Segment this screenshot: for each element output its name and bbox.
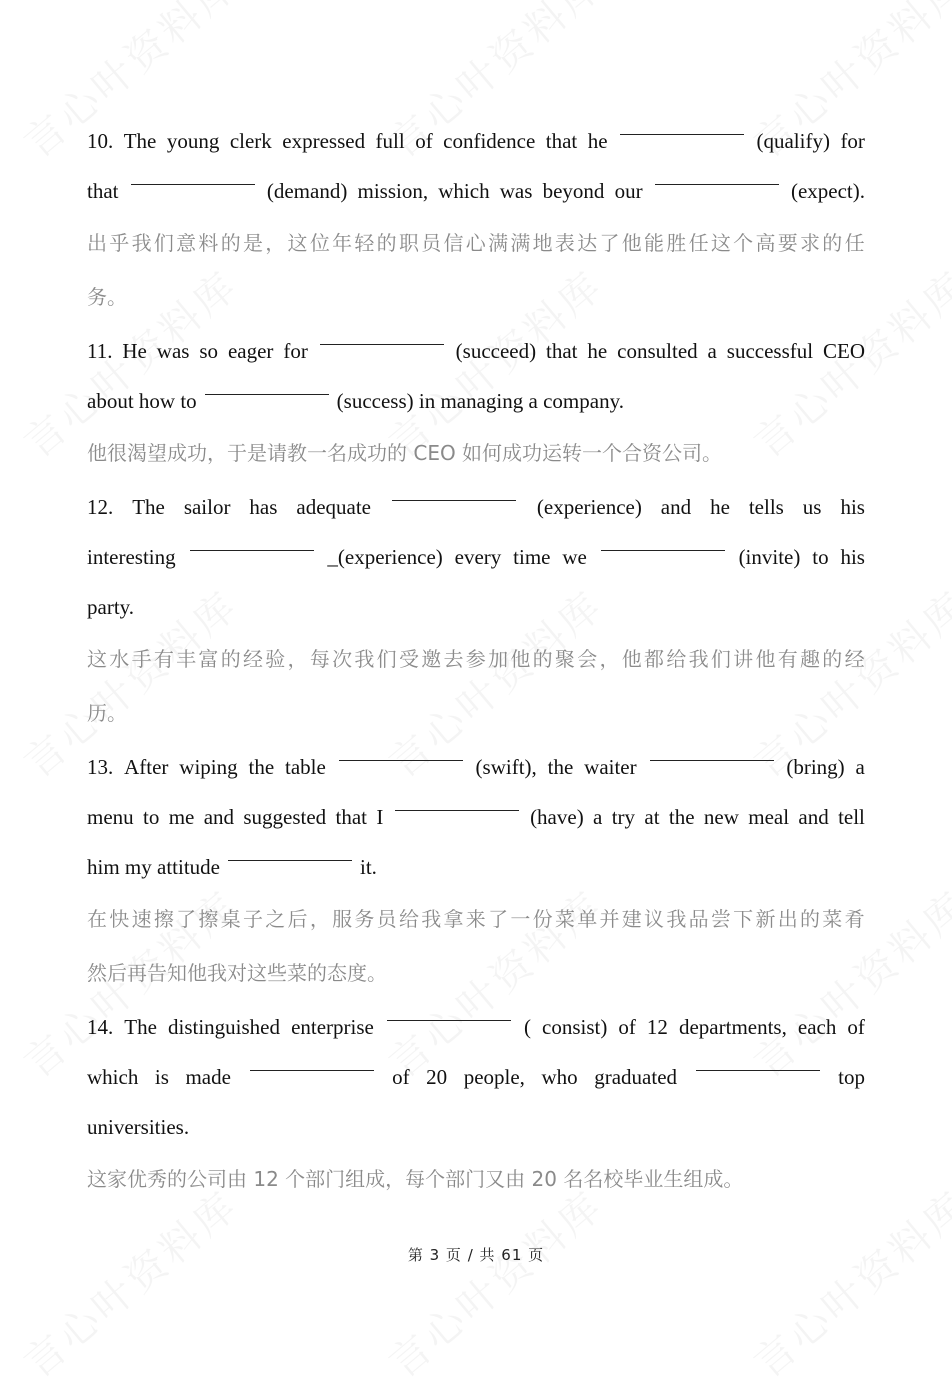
translation-text: 这家优秀的公司由 12 个部门组成，每个部门又由 20 名名校毕业生组成。 — [87, 1167, 744, 1191]
question-word: I — [376, 805, 384, 829]
question-word: 11. — [87, 339, 113, 363]
question-word: menu — [87, 805, 134, 829]
question-word: consulted — [617, 339, 698, 363]
question-word: interesting — [87, 545, 176, 569]
question-word: consist) — [542, 1015, 608, 1039]
question-word: me — [168, 805, 195, 829]
question-line — [87, 1002, 865, 1052]
question-word: (qualify) — [756, 129, 830, 153]
question-word: which — [438, 179, 490, 203]
question-word: full — [375, 129, 405, 153]
answer-blank[interactable] — [395, 792, 519, 811]
question-word: and — [203, 805, 235, 829]
question-word: his — [840, 495, 865, 519]
question-text: it. — [359, 855, 377, 879]
translation-text: 他很渴望成功，于是请教一名成功的 CEO 如何成功运转一个合资公司。 — [87, 441, 723, 465]
question-word: 12. — [87, 495, 114, 519]
question-word: a — [707, 339, 717, 363]
question-word: waiter — [584, 755, 637, 779]
question-word: was — [156, 339, 190, 363]
question-word: eager — [227, 339, 274, 363]
question-text: (success) in managing a company. — [336, 389, 624, 413]
question-word: he — [710, 495, 730, 519]
question-word: the — [248, 755, 275, 779]
question-word: CEO — [823, 339, 865, 363]
question-line — [87, 166, 865, 216]
document-body — [87, 116, 865, 1208]
question-word: enterprise — [291, 1015, 374, 1039]
question-word: of — [847, 1015, 865, 1039]
question-word: has — [249, 495, 278, 519]
question-word: of — [618, 1015, 636, 1039]
question-word: to — [812, 545, 829, 569]
question-word: of — [415, 129, 433, 153]
question-line — [87, 842, 865, 892]
question-word: and — [798, 805, 829, 829]
question-word: tell — [838, 805, 865, 829]
question-word: confidence — [443, 129, 536, 153]
question-word: that — [87, 179, 119, 203]
question-word: for — [283, 339, 308, 363]
question-word: the — [668, 805, 695, 829]
question-word: that — [545, 129, 578, 153]
question-word: (swift), — [475, 755, 537, 779]
question-text: universities. — [87, 1115, 190, 1139]
translation-text: 务。 — [87, 285, 127, 309]
answer-blank[interactable] — [601, 532, 725, 551]
question-word: (invite) — [738, 545, 801, 569]
question-word: our — [614, 179, 643, 203]
translation-text: 出 乎 我 们 意 料 的 是 ， 这 位 年 轻 的 职 员 信 心 满 满 地 表 达 了 他 能 胜 任 这 个 高 要 求 的 任 — [87, 231, 865, 255]
question-line — [87, 326, 865, 376]
question-word: expressed — [282, 129, 366, 153]
question-word: (bring) — [786, 755, 845, 779]
answer-blank[interactable] — [339, 742, 463, 761]
answer-blank[interactable] — [190, 532, 314, 551]
answer-blank[interactable] — [387, 1002, 511, 1021]
question-line — [87, 582, 865, 632]
question-word: who — [541, 1065, 578, 1089]
question-word: meal — [748, 805, 790, 829]
question-word: sailor — [183, 495, 231, 519]
question-word: tells — [748, 495, 784, 519]
answer-blank[interactable] — [250, 1052, 374, 1071]
question-line — [87, 792, 865, 842]
question-word: mission, — [357, 179, 429, 203]
question-word: clerk — [229, 129, 272, 153]
answer-blank[interactable] — [650, 742, 774, 761]
question-word: 20 — [426, 1065, 448, 1089]
question-word: try — [611, 805, 636, 829]
question-word: (experience) — [536, 495, 642, 519]
answer-blank[interactable] — [392, 482, 516, 501]
question-word: his — [840, 545, 865, 569]
question-line — [87, 742, 865, 792]
question-item — [87, 326, 865, 480]
question-word: (have) — [530, 805, 584, 829]
question-line — [87, 482, 865, 532]
question-word: top — [838, 1065, 865, 1089]
answer-blank[interactable] — [228, 842, 352, 861]
question-word: 14. — [87, 1015, 114, 1039]
question-text: about how to — [87, 389, 197, 413]
question-item — [87, 1002, 865, 1206]
question-word: beyond — [542, 179, 605, 203]
question-text: party. — [87, 595, 135, 619]
translation-text: 然后再告知他我对这些菜的态度。 — [87, 961, 387, 985]
question-word: for — [840, 129, 865, 153]
question-word: departments, — [678, 1015, 787, 1039]
question-word: he — [587, 129, 608, 153]
question-word: table — [285, 755, 326, 779]
question-word: (succeed) — [455, 339, 537, 363]
question-word: successful — [726, 339, 814, 363]
answer-blank[interactable] — [696, 1052, 820, 1071]
question-item — [87, 116, 865, 324]
question-word: he — [587, 339, 608, 363]
question-word: made — [185, 1065, 231, 1089]
question-word: new — [703, 805, 739, 829]
question-word: The — [132, 495, 165, 519]
answer-blank[interactable] — [655, 166, 779, 185]
question-word: is — [154, 1065, 169, 1089]
question-text: him my attitude — [87, 855, 220, 879]
question-word: (expect). — [790, 179, 865, 203]
question-word: wiping — [179, 755, 238, 779]
question-line — [87, 376, 865, 426]
translation-text: 这 水 手 有 丰 富 的 经 验 ， 每 次 我 们 受 邀 去 参 加 他 的 聚 会 ， 他 都 给 我 们 讲 他 有 趣 的 经 — [87, 647, 865, 671]
question-line — [87, 1102, 865, 1152]
question-word: each — [797, 1015, 837, 1039]
question-item — [87, 482, 865, 740]
question-word: that — [335, 805, 368, 829]
question-word: was — [499, 179, 533, 203]
question-item — [87, 742, 865, 1000]
translation-text: 在 快 速 擦 了 擦 桌 子 之 后 ， 服 务 员 给 我 拿 来 了 一 份 菜 单 并 建 议 我 品 尝 下 新 出 的 菜 肴 — [87, 907, 865, 931]
question-word: suggested — [243, 805, 327, 829]
question-word: at — [644, 805, 660, 829]
question-word: graduated — [594, 1065, 678, 1089]
page-number: 第 3 页 / 共 61 页 — [407, 1246, 545, 1264]
answer-blank[interactable] — [620, 116, 744, 135]
question-line — [87, 532, 865, 582]
question-word: (demand) — [266, 179, 348, 203]
question-word: After — [124, 755, 169, 779]
question-word: ( — [523, 1015, 531, 1039]
question-word: we — [562, 545, 587, 569]
question-word: so — [199, 339, 219, 363]
question-word: He — [122, 339, 147, 363]
question-word: The — [124, 1015, 157, 1039]
question-line — [87, 1052, 865, 1102]
question-word: a — [855, 755, 865, 779]
question-word: young — [166, 129, 220, 153]
question-word: 13. — [87, 755, 114, 779]
question-word: that — [546, 339, 578, 363]
answer-blank[interactable] — [320, 326, 444, 345]
question-line — [87, 116, 865, 166]
question-word: which — [87, 1065, 139, 1089]
question-word: The — [123, 129, 157, 153]
answer-blank[interactable] — [131, 166, 255, 185]
answer-blank[interactable] — [205, 376, 329, 395]
question-word: adequate — [296, 495, 371, 519]
question-word: us — [802, 495, 822, 519]
translation-text: 历。 — [87, 701, 127, 725]
question-word: people, — [463, 1065, 525, 1089]
question-word: and — [660, 495, 692, 519]
question-word: the — [547, 755, 574, 779]
question-word: 10. — [87, 129, 114, 153]
question-word: of — [392, 1065, 410, 1089]
question-word: to — [143, 805, 160, 829]
question-word: time — [513, 545, 551, 569]
question-word: _(experience) — [327, 545, 443, 569]
question-word: 12 — [646, 1015, 668, 1039]
question-word: distinguished — [168, 1015, 281, 1039]
question-word: every — [454, 545, 502, 569]
question-word: a — [593, 805, 603, 829]
